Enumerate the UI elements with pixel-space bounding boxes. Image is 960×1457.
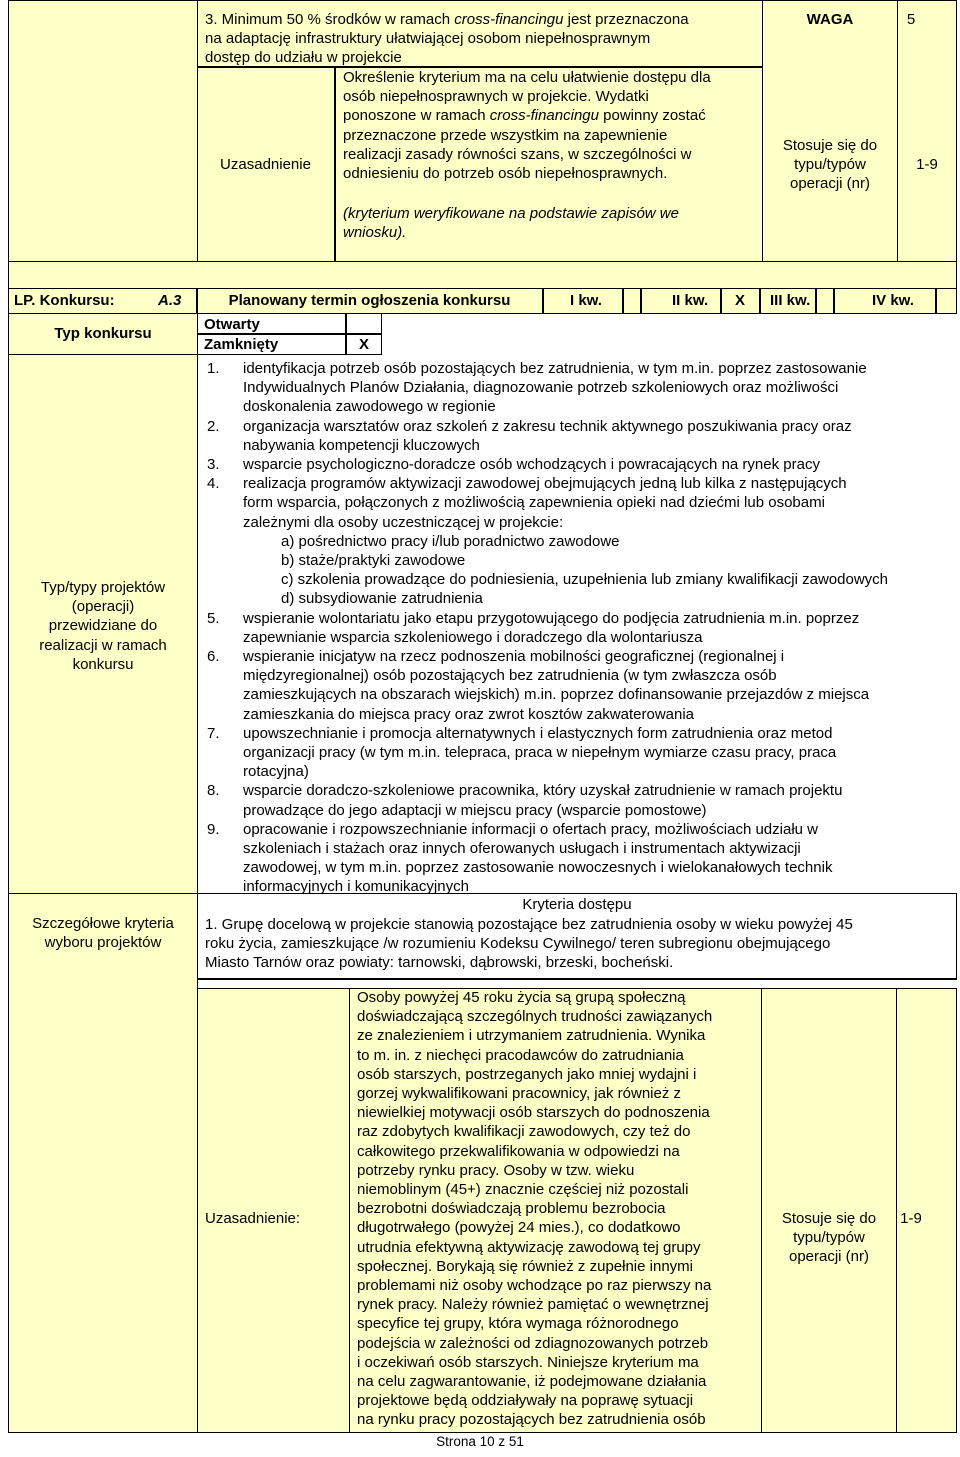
sub-list-item: a) pośrednictwo pracy i/lub poradnictwo zawodowe xyxy=(281,532,620,550)
criterion-3-text: 3. Minimum 50 % środków w ramach cross-financingu jest przeznaczona na adaptację infrastruktury ułatwiającej osobom niepełnosprawnym dostęp do udziału w projekcie xyxy=(205,11,689,67)
projekty-list xyxy=(207,359,952,897)
sub-list-item: b) staże/praktyki zawodowe xyxy=(281,552,466,570)
header-div-7 xyxy=(815,288,817,314)
header-div-4 xyxy=(640,288,642,314)
bottom-range-value: 1-9 xyxy=(900,1210,922,1227)
header-div-3 xyxy=(622,288,624,314)
uzasadnienie-label: Uzasadnienie xyxy=(220,156,311,173)
weryfikacja-note: (kryterium weryfikowane na podstawie zapisów we wniosku). xyxy=(343,205,679,242)
header-div-9 xyxy=(935,288,937,314)
sub-list-item: c) szkolenia prowadzące do podniesienia, uzupełnienia lub zmiany kwalifikacji zawodowych xyxy=(281,571,888,589)
kryteria-label: Szczegółowe kryteria wyboru projektów xyxy=(32,915,174,952)
uzasadnienie-divider xyxy=(334,66,336,262)
page-footer: Strona 10 z 51 xyxy=(436,1434,524,1449)
zamkniety-mark: X xyxy=(358,336,369,353)
list-item: 6. wspieranie inicjatyw na rzecz podnoszenia mobilności geograficznej (regionalnej i międzyregionalnej) osób pozostających bez zatrudnienia (w tym zwłaszcza osób zamieszkujących na obszarach wiejskich) m.in. poprzez dofinansowanie przejazdów z miejsca zamieszkania do miejsca pracy oraz zwrot kosztów zakwaterowania xyxy=(207,648,870,723)
kryteria-divider xyxy=(197,978,957,980)
header-div-6 xyxy=(759,288,761,314)
q1-label: I kw. xyxy=(570,292,602,309)
zamkniety-label: Zamknięty xyxy=(204,336,279,353)
otwarty-label: Otwarty xyxy=(204,316,260,333)
range-value: 1-9 xyxy=(916,156,938,173)
typ-konkursu-label: Typ konkursu xyxy=(54,325,152,342)
waga-label: WAGA xyxy=(806,11,854,28)
q2-mark: X xyxy=(734,292,745,309)
weight-label-cell xyxy=(762,0,898,262)
kryterium-1-text: 1. Grupę docelową w projekcie stanowią pozostające bez zatrudnienia osoby w wieku powyżej 45 roku życia, zamieszkujące /w rozumieniu Kodeksu Cywilnego/ teren subregionu obejmującego Miasto Tarnów oraz powiaty: tarnowski, dąbrowski, brzeski, bocheński. xyxy=(205,916,853,972)
list-item: 2. organizacja warsztatów oraz szkoleń z zakresu technik aktywnego poszukiwania pracy oraz nabywania kompetencji kluczowych xyxy=(207,417,852,454)
sub-list-item: d) subsydiowanie zatrudnienia xyxy=(281,590,483,608)
list-item: 1. identyfikacja potrzeb osób pozostających bez zatrudnienia, w tym m.in. poprzez zastosowanie Indywidualnych Planów Działania, diagnozowanie potrzeb szkoleniowych oraz możliwości doskonalenia zawodowego w regionie xyxy=(207,360,867,416)
bottom-stosuje-label: Stosuje się do typu/typów operacji (nr) xyxy=(781,1210,877,1266)
header-div-2 xyxy=(542,288,544,314)
waga-value: 5 xyxy=(906,11,916,28)
q2-label: II kw. xyxy=(672,292,709,309)
bottom-uzasadnienie-text: Osoby powyżej 45 roku życia są grupą społeczną doświadczającą szczególnych trudności zawiązanych ze znalezieniem i utrzymaniem zatrudnienia. Wynika to m. in. z niechęci pracodawców do zatrudniania osób starszych, postrzeganych jako mniej wydajni i gorzej wykwalifikowani pracownicy, jak również z niewielkiej motywacji osób starszych do podnoszenia raz zdobytych kwalifikacji zawodowych, czy też do całkowitego przekwalifikowania w odpowiedzi na potrzeby rynku pracy. Osoby w tzw. wieku niemoblinym (45+) znacznie częściej niż pozostali bezrobotni doświadczają problemu bezrobocia długotrwałego (powyżej 24 mies.), co dodatkowo utrudnia efektywną aktywizację zawodową tej grupy społecznej. Borykają się również z zupełnie innymi problemami niż osoby wchodzące po raz pierwszy na rynek pracy. Należy również pamiętać o wewnętrznej specyfice tej grupy, która wymaga różnorodnego podejścia w zależności od zdiagnozowanych potrzeb i oczekiwań osób starszych. Niniejsze kryterium ma na celu zagwarantowanie, iż podejmowane działania projektowe będą oddziaływały na poprawę sytuacji na rynku pracy pozostających bez zatrudnienia osób xyxy=(357,989,713,1429)
bottom-uzasadnienie-label: Uzasadnienie: xyxy=(205,1210,301,1227)
lp-konkursu-value: A.3 xyxy=(158,292,182,309)
list-item: 3. wsparcie psychologiczno-doradcze osób wchodzących i powracających na rynek pracy xyxy=(207,456,820,474)
list-item: 7. upowszechnianie i promocja alternatywnych i elastycznych form zatrudnienia oraz metod organizacji pracy (w tym m.in. telepraca, praca w niepełnym wymiarze czasu pracy, praca rotacyjna) xyxy=(207,724,837,781)
weight-value-cell xyxy=(897,0,957,262)
list-item: 4. realizacja programów aktywizacji zawodowej obejmujących jedną lub kilka z następujących form wsparcia, połączonych z możliwością zapewnienia opieki nad dziećmi lub osobami zależnymi dla osoby uczestniczącej w projekcie: a) pośrednictwo pracy i/lub poradnictwo zawodowe b) staże/praktyki zawodowe c) szkolenia prowadzące do podniesienia, uzupełnienia lub zmiany kwalifikacji zawodowych d) subsydiowanie zatrudnienia xyxy=(207,474,952,608)
q4-label: IV kw. xyxy=(872,292,914,309)
typy-projektow-label: Typ/typy projektów (operacji) przewidziane do realizacji w ramach konkursu xyxy=(39,579,167,673)
kryteria-label-cell xyxy=(8,893,198,1433)
kryteria-heading: Kryteria dostępu xyxy=(522,896,632,913)
header-div-8 xyxy=(833,288,835,314)
separator-row xyxy=(8,261,957,289)
lp-konkursu-label: LP. Konkursu: xyxy=(14,292,115,309)
top-left-cell xyxy=(8,0,198,262)
q3-label: III kw. xyxy=(770,292,811,309)
list-item: 5. wspieranie wolontariatu jako etapu przygotowującego do podjęcia zatrudnienia m.in. poprzez zapewnianie wsparcia szkoleniowego i doradczego dla wolontariusza xyxy=(207,609,860,646)
termin-label: Planowany termin ogłoszenia konkursu xyxy=(228,292,511,309)
stosuje-label: Stosuje się do typu/typów operacji (nr) xyxy=(782,137,878,193)
list-item: 8. wsparcie doradczo-szkoleniowe pracownika, który uzyskał zatrudnienie w ramach projektu prowadzące do jego adaptacji w miejscu pracy (wsparcie pomostowe) xyxy=(207,782,843,819)
uzasadnienie-text: Określenie kryterium ma na celu ułatwienie dostępu dla osób niepełnosprawnych w projekcie. Wydatki ponoszone w ramach cross-financingu powinny zostać przeznaczone przede wszystkim na zapewnienie realizacji zasady równości szans, w szczególności w odniesieniu do potrzeb osób niepełnosprawnych. xyxy=(343,69,711,183)
list-item: 9. opracowanie i rozpowszechnianie informacji o ofertach pracy, możliwościach udziału w szkoleniach i stażach oraz innych oferowanych usługach i instrumentach aktywizacji zawodowej, w tym m.in. poprzez zastosowanie nowoczesnych i wielokanałowych technik informacyjnych i komunikacyjnych xyxy=(207,820,833,896)
